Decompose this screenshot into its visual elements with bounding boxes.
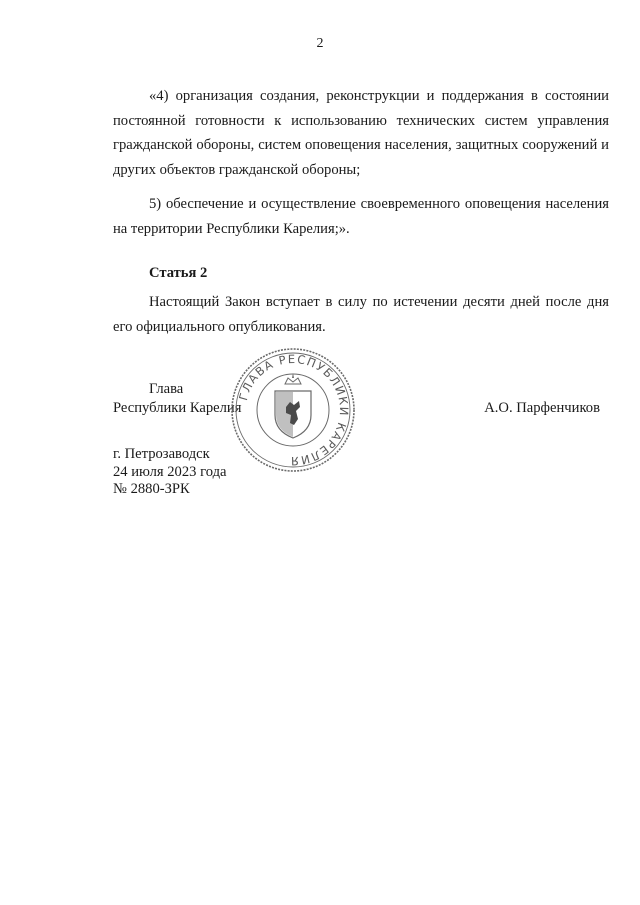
signatory-name: А.О. Парфенчиков	[484, 400, 600, 416]
seal-text: ГЛАВА РЕСПУБЛИКИ КАРЕЛИЯ	[236, 351, 352, 469]
place: г. Петрозаводск	[113, 446, 210, 462]
official-seal-stamp	[228, 345, 358, 475]
paragraph-text: «4) организация создания, реконструкции и поддержания в состоянии постоянной готовности к использованию технических систем управления гражданской обороны, систем оповещения населения, защитных сооружений и других объектов гражданской обороны;	[113, 88, 609, 178]
paragraph-entry-into-force	[113, 290, 609, 339]
article-heading: Статья 2	[149, 265, 208, 281]
paragraph-item-4	[113, 84, 609, 182]
page-number: 2	[316, 36, 324, 51]
paragraph-text: 5) обеспечение и осуществление своевременного оповещения населения на территории Республики Карелия;».	[113, 196, 609, 237]
place-date-block	[113, 446, 226, 499]
signatory-title-line2: Республики Карелия	[113, 400, 242, 416]
law-number: № 2880-ЗРК	[113, 481, 190, 497]
coat-of-arms-icon	[275, 373, 311, 438]
paragraph-item-5	[113, 192, 609, 241]
paragraph-text: Настоящий Закон вступает в силу по истечении десяти дней после дня его официального опубликования.	[113, 294, 609, 335]
signatory-title-line1: Глава	[149, 381, 184, 397]
date: 24 июля 2023 года	[113, 463, 227, 480]
signatory-title	[113, 380, 241, 418]
